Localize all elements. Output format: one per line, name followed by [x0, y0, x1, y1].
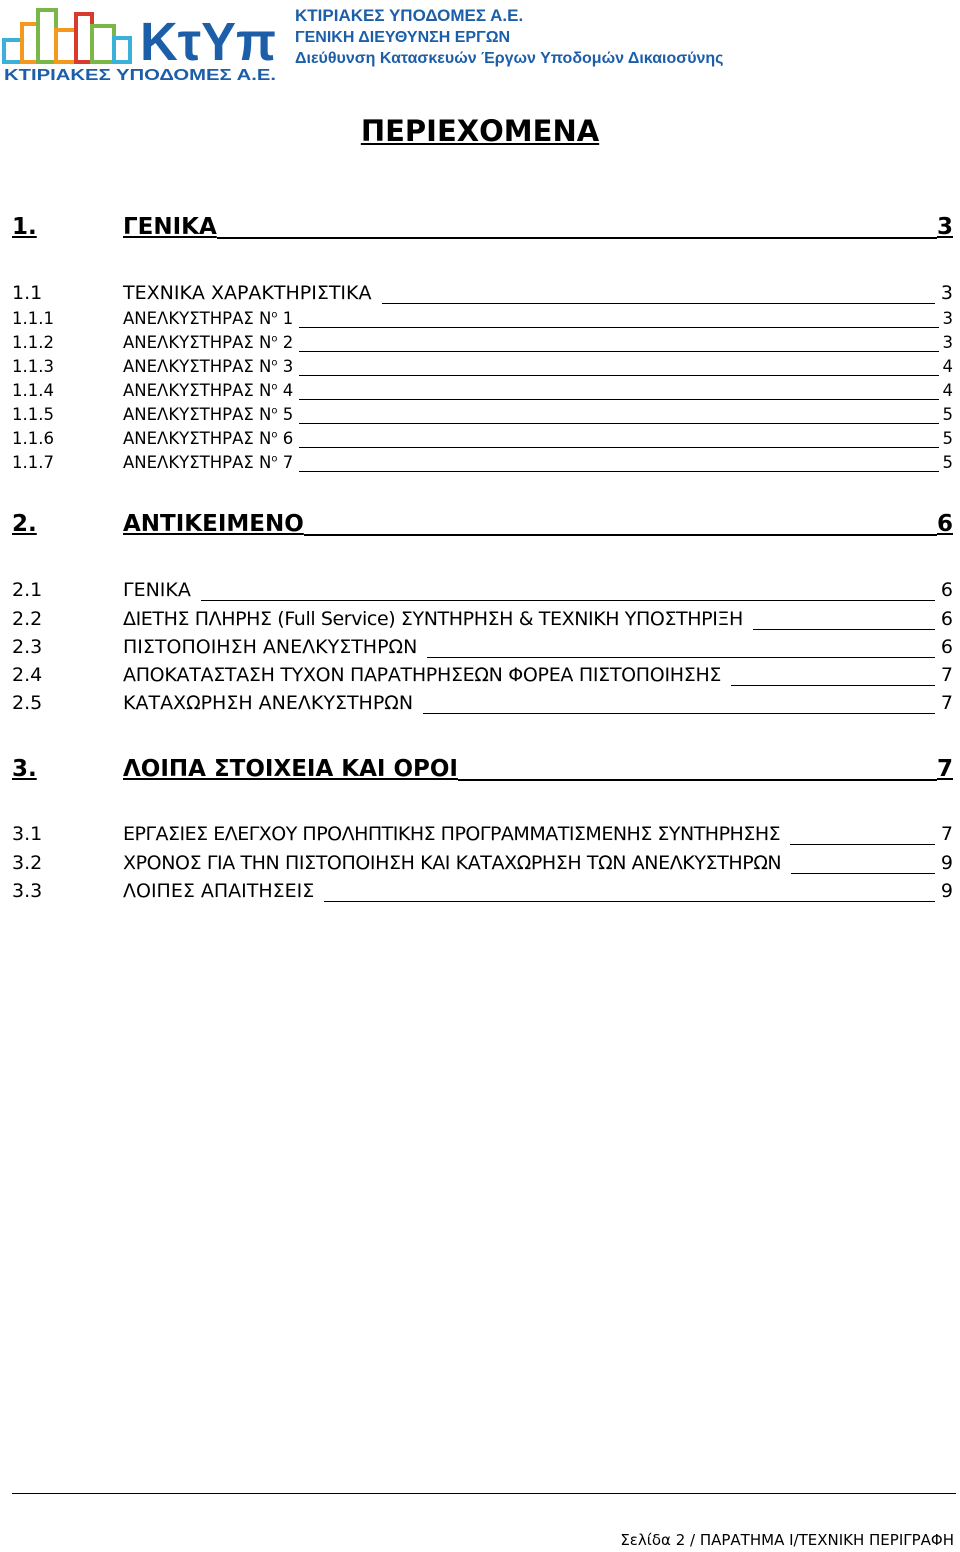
logo-block	[92, 26, 114, 62]
toc-entry-number: 3.1	[12, 823, 43, 845]
toc-entry-page: 6	[940, 636, 953, 658]
toc-leader	[201, 600, 935, 601]
toc-entry[interactable]	[12, 823, 953, 849]
logo-block	[38, 10, 56, 62]
toc-title: ΠΕΡΙΕΧΟΜΕΝΑ	[360, 114, 600, 148]
header-general-directorate: ΓΕΝΙΚΗ ΔΙΕΥΘΥΝΣΗ ΕΡΓΩΝ	[295, 29, 511, 46]
toc-entry-number: 3.2	[12, 852, 43, 874]
toc-leader	[458, 779, 937, 781]
toc-entry-number: 1.1	[12, 282, 43, 304]
toc-entry[interactable]	[12, 429, 953, 451]
toc-entry-page: 5	[942, 405, 953, 424]
toc-entry-page: 4	[942, 381, 953, 400]
toc-entry-title: ΤΕΧΝΙΚΑ ΧΑΡΑΚΤΗΡΙΣΤΙΚΑ	[123, 282, 372, 304]
logo-block	[4, 40, 22, 62]
toc-entry-page: 6	[936, 511, 953, 537]
toc-entry-title: ΑΠΟΚΑΤΑΣΤΑΣΗ ΤΥΧΟΝ ΠΑΡΑΤΗΡΗΣΕΩΝ ΦΟΡΕΑ ΠΙΣΤΟΠΟΙΗΣΗΣ	[123, 664, 722, 686]
toc-entry-number: 3.3	[12, 880, 43, 902]
toc-leader	[299, 423, 939, 424]
toc-entry-number: 1.1.6	[12, 429, 54, 448]
toc-entry-page: 3	[942, 333, 953, 352]
toc-entry-number: 2.3	[12, 636, 43, 658]
toc-entry-title: ΑΝΕΛΚΥΣΤΗΡΑΣ $N^o$ 5	[123, 405, 294, 424]
toc-leader	[217, 237, 937, 239]
toc-entry-number: 3.	[12, 756, 37, 782]
toc-leader	[299, 471, 939, 472]
logo-block	[76, 14, 92, 62]
toc-leader	[299, 327, 939, 328]
toc-leader	[731, 685, 935, 686]
toc-entry-page: 9	[940, 880, 953, 902]
toc-leader	[299, 399, 939, 400]
toc-entry-page: 5	[942, 429, 953, 448]
toc-entry-title: ΑΝΕΛΚΥΣΤΗΡΑΣ $N^o$ 3	[123, 357, 294, 376]
header-directorate: Διεύθυνση Κατασκευών Έργων Υποδομών Δικαιοσύνης	[295, 50, 724, 67]
toc-leader	[299, 351, 939, 352]
toc-entry-number: 1.	[12, 214, 37, 240]
toc-entry[interactable]	[12, 381, 953, 403]
toc-entry-number: 2.4	[12, 664, 43, 686]
toc-entry-title: ΛΟΙΠΑ ΣΤΟΙΧΕΙΑ ΚΑΙ ΟΡΟΙ	[123, 756, 458, 782]
toc-entry-title: ΠΙΣΤΟΠΟΙΗΣΗ ΑΝΕΛΚΥΣΤΗΡΩΝ	[123, 636, 418, 658]
logo-wordmark: ΚτΥπ	[140, 12, 276, 72]
toc-entry-title: ΑΝΕΛΚΥΣΤΗΡΑΣ $N^o$ 6	[123, 429, 294, 448]
toc-entry-number: 2.2	[12, 608, 43, 630]
toc-entry[interactable]	[12, 511, 953, 539]
toc-entry-title: ΑΝΕΛΚΥΣΤΗΡΑΣ $N^o$ 2	[123, 333, 294, 352]
toc-leader	[299, 447, 939, 448]
toc-entry-title: ΕΡΓΑΣΙΕΣ ΕΛΕΓΧΟΥ ΠΡΟΛΗΠΤΙΚΗΣ ΠΡΟΓΡΑΜΜΑΤΙΣΜΕΝΗΣ ΣΥΝΤΗΡΗΣΗΣ	[123, 823, 781, 845]
toc-entry-page: 6	[940, 608, 953, 630]
toc-entry-number: 1.1.7	[12, 453, 54, 472]
toc-entry-title: ΚΑΤΑΧΩΡΗΣΗ ΑΝΕΛΚΥΣΤΗΡΩΝ	[123, 692, 414, 714]
toc-leader	[382, 303, 935, 304]
toc-entry[interactable]	[12, 852, 953, 878]
toc-entry-page: 7	[940, 692, 953, 714]
toc-entry[interactable]	[12, 282, 953, 308]
toc-entry-title: ΑΝΕΛΚΥΣΤΗΡΑΣ $N^o$ 7	[123, 453, 294, 472]
toc-entry-title: ΑΝΤΙΚΕΙΜΕΝΟ	[123, 511, 304, 537]
toc-entry-page: 6	[940, 579, 953, 601]
toc-entry[interactable]	[12, 579, 953, 605]
toc-entry[interactable]	[12, 636, 953, 662]
toc-entry-title: ΧΡΟΝΟΣ ΓΙΑ ΤΗΝ ΠΙΣΤΟΠΟΙΗΣΗ ΚΑΙ ΚΑΤΑΧΩΡΗΣΗ ΤΩΝ ΑΝΕΛΚΥΣΤΗΡΩΝ	[123, 852, 782, 874]
toc-entry[interactable]	[12, 357, 953, 379]
toc-leader	[324, 901, 935, 902]
toc-entry[interactable]	[12, 309, 953, 331]
toc-entry-number: 1.1.4	[12, 381, 54, 400]
logo-block	[114, 38, 130, 62]
toc-entry-number: 2.5	[12, 692, 43, 714]
toc-entry-title: ΑΝΕΛΚΥΣΤΗΡΑΣ $N^o$ 4	[123, 381, 294, 400]
footer-divider	[12, 1493, 956, 1494]
toc-entry-number: 1.1.5	[12, 405, 54, 424]
toc-entry[interactable]	[12, 333, 953, 355]
toc-leader	[423, 713, 935, 714]
logo-block	[56, 30, 76, 62]
toc-entry-page: 7	[940, 664, 953, 686]
toc-entry-title: ΔΙΕΤΗΣ ΠΛΗΡΗΣ (Full Service) ΣΥΝΤΗΡΗΣΗ & ΤΕΧΝΙΚΗ ΥΠΟΣΤΗΡΙΞΗ	[123, 608, 743, 630]
toc-leader	[790, 844, 935, 845]
toc-entry[interactable]	[12, 214, 953, 242]
toc-entry-number: 2.1	[12, 579, 43, 601]
toc-leader	[427, 657, 935, 658]
toc-entry-page: 7	[936, 756, 953, 782]
toc-entry-page: 7	[940, 823, 953, 845]
logo-caption: ΚΤΙΡΙΑΚΕΣ ΥΠΟΔΟΜΕΣ Α.Ε.	[4, 67, 276, 82]
footer-page-label: Σελίδα 2 / ΠΑΡΑΤΗΜΑ Ι/ΤΕΧΝΙΚΗ ΠΕΡΙΓΡΑΦΗ	[620, 1531, 954, 1549]
toc-entry[interactable]	[12, 692, 953, 718]
toc-leader	[299, 375, 939, 376]
toc-entry[interactable]	[12, 608, 953, 634]
toc-entry-title: ΓΕΝΙΚΑ	[123, 214, 217, 240]
toc-entry-page: 3	[940, 282, 953, 304]
toc-entry-title: ΛΟΙΠΕΣ ΑΠΑΙΤΗΣΕΙΣ	[123, 880, 315, 902]
toc-entry-number: 2.	[12, 511, 37, 537]
toc-entry-page: 9	[940, 852, 953, 874]
toc-entry-page: 4	[942, 357, 953, 376]
toc-leader	[753, 629, 935, 630]
toc-leader	[304, 534, 937, 536]
toc-entry-number: 1.1.3	[12, 357, 54, 376]
toc-entry-page: 3	[942, 309, 953, 328]
toc-entry-page: 3	[936, 214, 953, 240]
toc-entry-number: 1.1.2	[12, 333, 54, 352]
toc-leader	[791, 873, 935, 874]
toc-entry[interactable]	[12, 880, 953, 906]
header-company-name: ΚΤΙΡΙΑΚΕΣ ΥΠΟΔΟΜΕΣ Α.Ε.	[295, 6, 524, 25]
toc-entry-title: ΑΝΕΛΚΥΣΤΗΡΑΣ $N^o$ 1	[123, 309, 294, 328]
company-logo	[2, 4, 278, 82]
toc-entry[interactable]	[12, 453, 953, 475]
toc-entry-page: 5	[942, 453, 953, 472]
logo-block	[22, 24, 38, 62]
toc-entry[interactable]	[12, 756, 953, 784]
toc-entry[interactable]	[12, 405, 953, 427]
toc-entry-title: ΓΕΝΙΚΑ	[123, 579, 191, 601]
toc-entry-number: 1.1.1	[12, 309, 54, 328]
toc-entry[interactable]	[12, 664, 953, 690]
